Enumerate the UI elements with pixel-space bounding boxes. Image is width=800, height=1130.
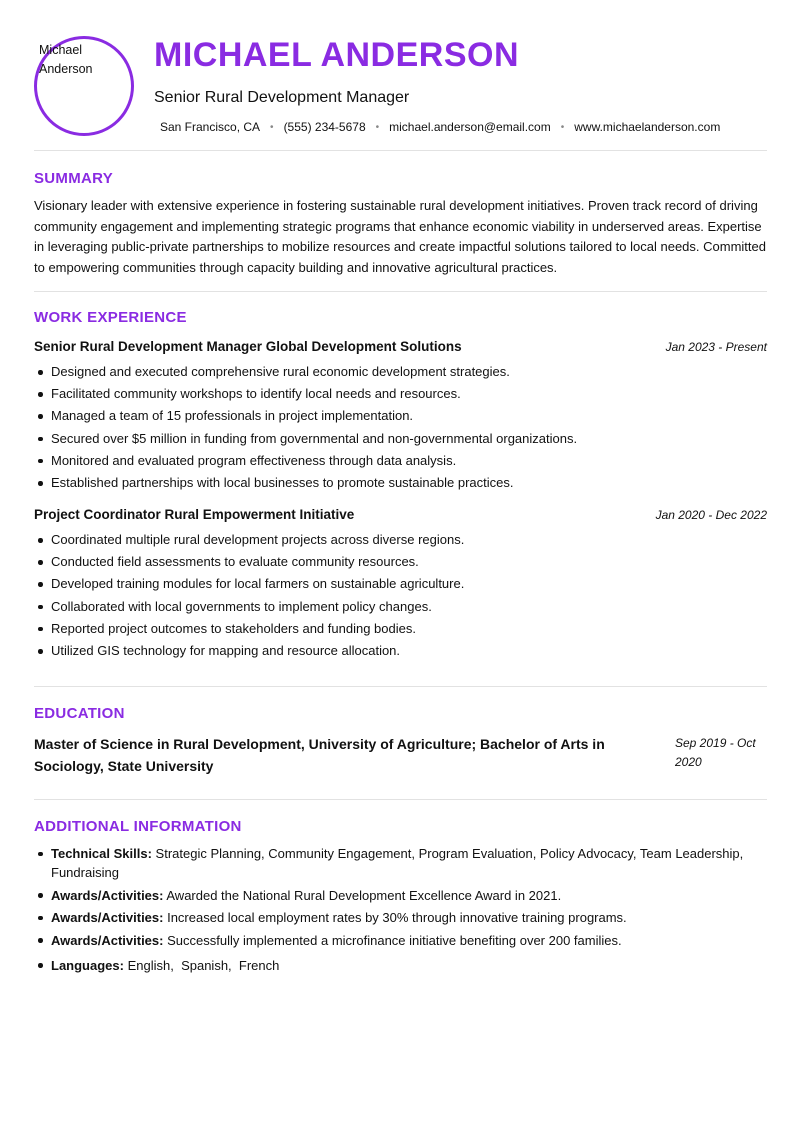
education-degree: Master of Science in Rural Development, University of Agriculture; Bachelor of Arts in Sociology, State University xyxy=(34,736,605,774)
list-item: Monitored and evaluated program effectiveness through data analysis. xyxy=(34,450,767,472)
list-item xyxy=(34,956,767,975)
info-text: English, Spanish, French xyxy=(127,957,280,973)
education-heading: EDUCATION xyxy=(34,705,125,722)
list-item xyxy=(34,844,767,882)
info-label: Awards/Activities: xyxy=(51,910,164,925)
list-item: Developed training modules for local farmers on sustainable agriculture. xyxy=(34,573,767,595)
job-dates: Jan 2020 - Dec 2022 xyxy=(655,508,767,522)
additional-info-list xyxy=(34,844,767,978)
info-text: Increased local employment rates by 30% through innovative training programs. xyxy=(167,910,627,925)
section-divider xyxy=(34,686,767,687)
separator-dot-icon: • xyxy=(560,121,565,133)
list-item: Reported project outcomes to stakeholders and funding bodies. xyxy=(34,618,767,640)
section-divider xyxy=(34,150,767,151)
list-item xyxy=(34,886,767,905)
job-header xyxy=(34,507,767,522)
list-item: Designed and executed comprehensive rural economic development strategies. xyxy=(34,361,767,383)
work-experience-heading: WORK EXPERIENCE xyxy=(34,309,187,326)
info-text: Awarded the National Rural Development Excellence Award in 2021. xyxy=(166,887,562,903)
profile-photo xyxy=(34,36,134,136)
section-divider xyxy=(34,291,767,292)
candidate-title: Senior Rural Development Manager xyxy=(154,89,410,106)
section-divider xyxy=(34,799,767,800)
job-dates: Jan 2023 - Present xyxy=(665,340,767,354)
list-item: Facilitated community workshops to identify local needs and resources. xyxy=(34,383,767,405)
job-header xyxy=(34,339,767,354)
info-label: Awards/Activities: xyxy=(51,932,164,948)
job-bullet-list xyxy=(34,529,767,662)
summary-heading: SUMMARY xyxy=(34,170,114,187)
separator-dot-icon: • xyxy=(375,121,380,133)
list-item: Conducted field assessments to evaluate community resources. xyxy=(34,551,767,573)
list-item xyxy=(34,931,767,950)
additional-information-heading: ADDITIONAL INFORMATION xyxy=(34,818,242,835)
job-bullet-list xyxy=(34,361,767,494)
summary-text: Visionary leader with extensive experience in fostering sustainable rural development initiatives. Proven track record of driving community engagement and implementing strategic programs that enhance economic viability in underserved areas. Expertise in leveraging public-private partnerships to mobilize resources and create impactful solutions tailored to local needs. Committed to empowering communities through capacity building and innovative agricultural practices. xyxy=(34,198,766,275)
list-item: Established partnerships with local businesses to promote sustainable practices. xyxy=(34,472,767,494)
list-item: Coordinated multiple rural development projects across diverse regions. xyxy=(34,529,767,551)
list-item: Secured over $5 million in funding from governmental and non-governmental organizations. xyxy=(34,428,767,450)
job-role: Senior Rural Development Manager Global Development Solutions xyxy=(34,339,462,354)
education-entry xyxy=(34,733,767,777)
contact-line xyxy=(160,120,720,134)
contact-phone: (555) 234-5678 xyxy=(283,120,366,134)
list-item: Managed a team of 15 professionals in project implementation. xyxy=(34,405,767,427)
list-item: Utilized GIS technology for mapping and resource allocation. xyxy=(34,640,767,662)
info-label: Technical Skills: xyxy=(51,846,152,861)
info-text: Successfully implemented a microfinance initiative benefiting over 200 families. xyxy=(167,932,622,948)
list-item xyxy=(34,908,767,927)
info-label: Languages: xyxy=(51,957,124,973)
info-text: Strategic Planning, Community Engagement, Program Evaluation, Policy Advocacy, Team Leadership, Fundraising xyxy=(51,846,744,880)
profile-photo-alt-text: Michael Anderson xyxy=(39,43,93,76)
contact-website[interactable]: www.michaelanderson.com xyxy=(574,120,721,134)
contact-location: San Francisco, CA xyxy=(160,120,261,134)
list-item: Collaborated with local governments to implement policy changes. xyxy=(34,596,767,618)
info-label: Awards/Activities: xyxy=(51,887,164,903)
contact-email[interactable]: michael.anderson@email.com xyxy=(389,120,551,134)
education-dates: Sep 2019 - Oct 2020 xyxy=(675,736,756,769)
candidate-name: MICHAEL ANDERSON xyxy=(154,36,520,74)
separator-dot-icon: • xyxy=(270,121,274,133)
job-role: Project Coordinator Rural Empowerment Initiative xyxy=(34,507,355,522)
